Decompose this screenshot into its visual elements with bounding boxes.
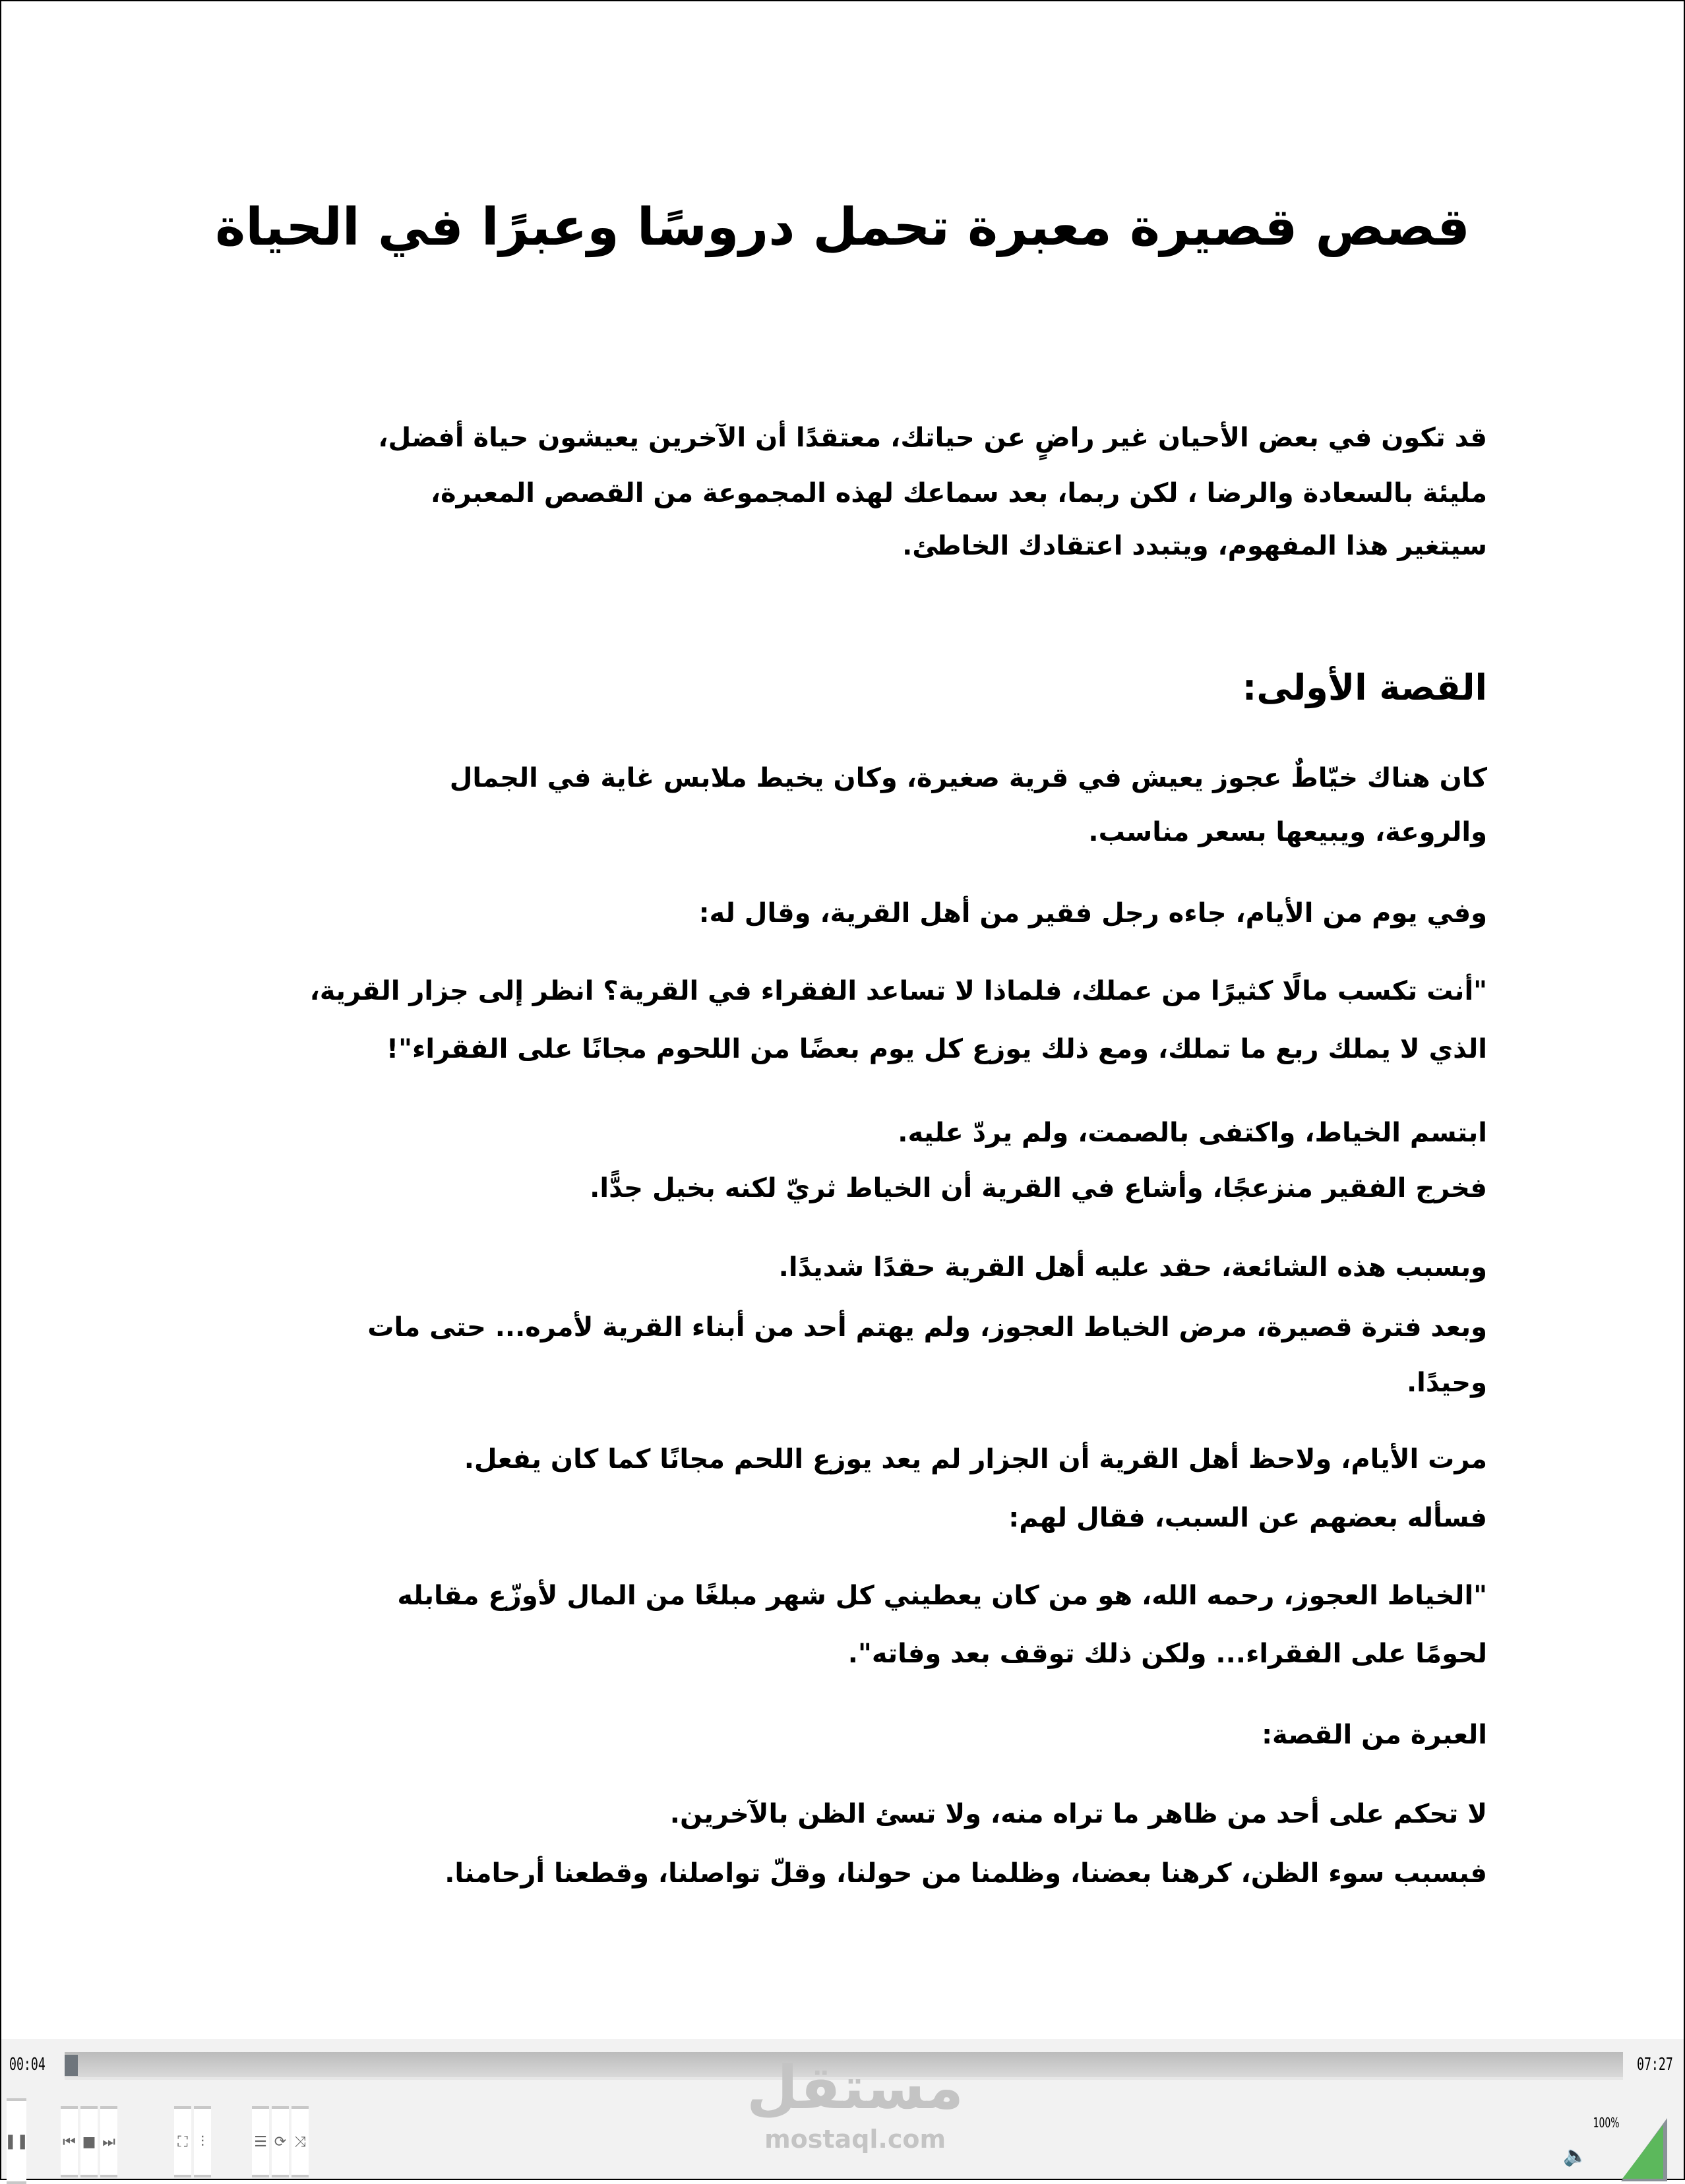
story-line: فسأله بعضهم عن السبب، فقال لهم:	[1008, 1503, 1487, 1533]
page-title: قصص قصيرة معبرة تحمل دروسًا وعبرًا في الحياة	[215, 198, 1470, 257]
repeat-icon: ⟳	[274, 2133, 287, 2150]
story-line: فبسبب سوء الظن، كرهنا بعضنا، وظلمنا من حولنا، وقلّ تواصلنا، وقطعنا أرحامنا.	[444, 1858, 1487, 1889]
watermark-arabic: مستقل	[747, 2053, 964, 2123]
repeat-button[interactable]	[272, 2106, 289, 2177]
stop-icon: ■	[82, 2133, 96, 2150]
story-line: وبسبب هذه الشائعة، حقد عليه أهل القرية حقدًا شديدًا.	[778, 1252, 1487, 1283]
fullscreen-icon: ⛶	[177, 2133, 188, 2150]
elapsed-time: 00:04	[9, 2055, 46, 2075]
intro-line: قد تكون في بعض الأحيان غير راضٍ عن حياتك، معتقدًا أن الآخرين يعيشون حياة أفضل،	[378, 423, 1487, 453]
story-line: لا تحكم على أحد من ظاهر ما تراه منه، ولا تسئ الظن بالآخرين.	[669, 1799, 1487, 1829]
story-line: والروعة، ويبيعها بسعر مناسب.	[1088, 817, 1487, 847]
skip-forward-icon: ⏭	[102, 2133, 115, 2150]
story-line: فخرج الفقير منزعجًا، وأشاع في القرية أن الخياط ثريّ لكنه بخيل جدًّا.	[590, 1173, 1487, 1203]
story-line: وفي يوم من الأيام، جاءه رجل فقير من أهل القرية، وقال له:	[698, 898, 1487, 928]
speaker-icon[interactable]: 🔈	[1563, 2144, 1588, 2168]
story-moral-heading: العبرة من القصة:	[1262, 1720, 1487, 1750]
skip-back-icon: ⏮	[63, 2133, 76, 2150]
pause-icon: ❚❚	[4, 2133, 29, 2150]
seek-bar[interactable]	[65, 2052, 1623, 2080]
skip-back-button[interactable]	[61, 2106, 78, 2177]
intro-line: مليئة بالسعادة والرضا ، لكن ربما، بعد سماعك لهذه المجموعة من القصص المعبرة،	[430, 478, 1487, 508]
story-line: لحومًا على الفقراء... ولكن ذلك توقف بعد وفاته".	[847, 1639, 1487, 1669]
media-player	[1, 2039, 1684, 2179]
skip-forward-button[interactable]	[100, 2106, 117, 2177]
story-line: وحيدًا.	[1406, 1368, 1487, 1398]
fullscreen-button[interactable]	[174, 2106, 191, 2177]
volume-label: 100%	[1593, 2115, 1620, 2131]
seek-thumb[interactable]	[65, 2055, 78, 2076]
story-line: كان هناك خيّاطٌ عجوز يعيش في قرية صغيرة، وكان يخيط ملابس غاية في الجمال	[449, 763, 1487, 793]
playlist-button[interactable]	[252, 2106, 269, 2177]
story-line: مرت الأيام، ولاحظ أهل القرية أن الجزار لم يعد يوزع اللحم مجانًا كما كان يفعل.	[464, 1444, 1487, 1474]
story-line: وبعد فترة قصيرة، مرض الخياط العجوز، ولم يهتم أحد من أبناء القرية لأمره... حتى مات	[367, 1312, 1487, 1343]
story-line: ابتسم الخياط، واكتفى بالصمت، ولم يردّ عليه.	[898, 1118, 1487, 1148]
equalizer-button[interactable]	[194, 2106, 211, 2177]
story-line: "الخياط العجوز، رحمه الله، هو من كان يعطيني كل شهر مبلغًا من المال لأوزّع مقابله	[397, 1581, 1487, 1611]
shuffle-icon: ⤨	[294, 2133, 306, 2150]
pause-button[interactable]	[4, 2098, 29, 2184]
story-heading: القصة الأولى:	[1242, 667, 1487, 708]
playlist-icon: ☰	[254, 2133, 267, 2150]
stop-button[interactable]	[80, 2106, 98, 2177]
equalizer-icon: ⫶	[200, 2133, 204, 2150]
story-line: الذي لا يملك ربع ما تملك، ومع ذلك يوزع كل يوم بعضًا من اللحوم مجانًا على الفقراء"!	[386, 1034, 1487, 1064]
intro-line: سيتغير هذا المفهوم، ويتبدد اعتقادك الخاطئ.	[902, 531, 1487, 561]
shuffle-button[interactable]	[291, 2106, 309, 2177]
watermark-url: mostaql.com	[764, 2125, 946, 2154]
story-line: "أنت تكسب مالًا كثيرًا من عملك، فلماذا لا تساعد الفقراء في القرية؟ انظر إلى جزار القرية،	[309, 976, 1487, 1006]
duration-time: 07:27	[1637, 2055, 1673, 2075]
volume-slider[interactable]	[1621, 2118, 1667, 2181]
